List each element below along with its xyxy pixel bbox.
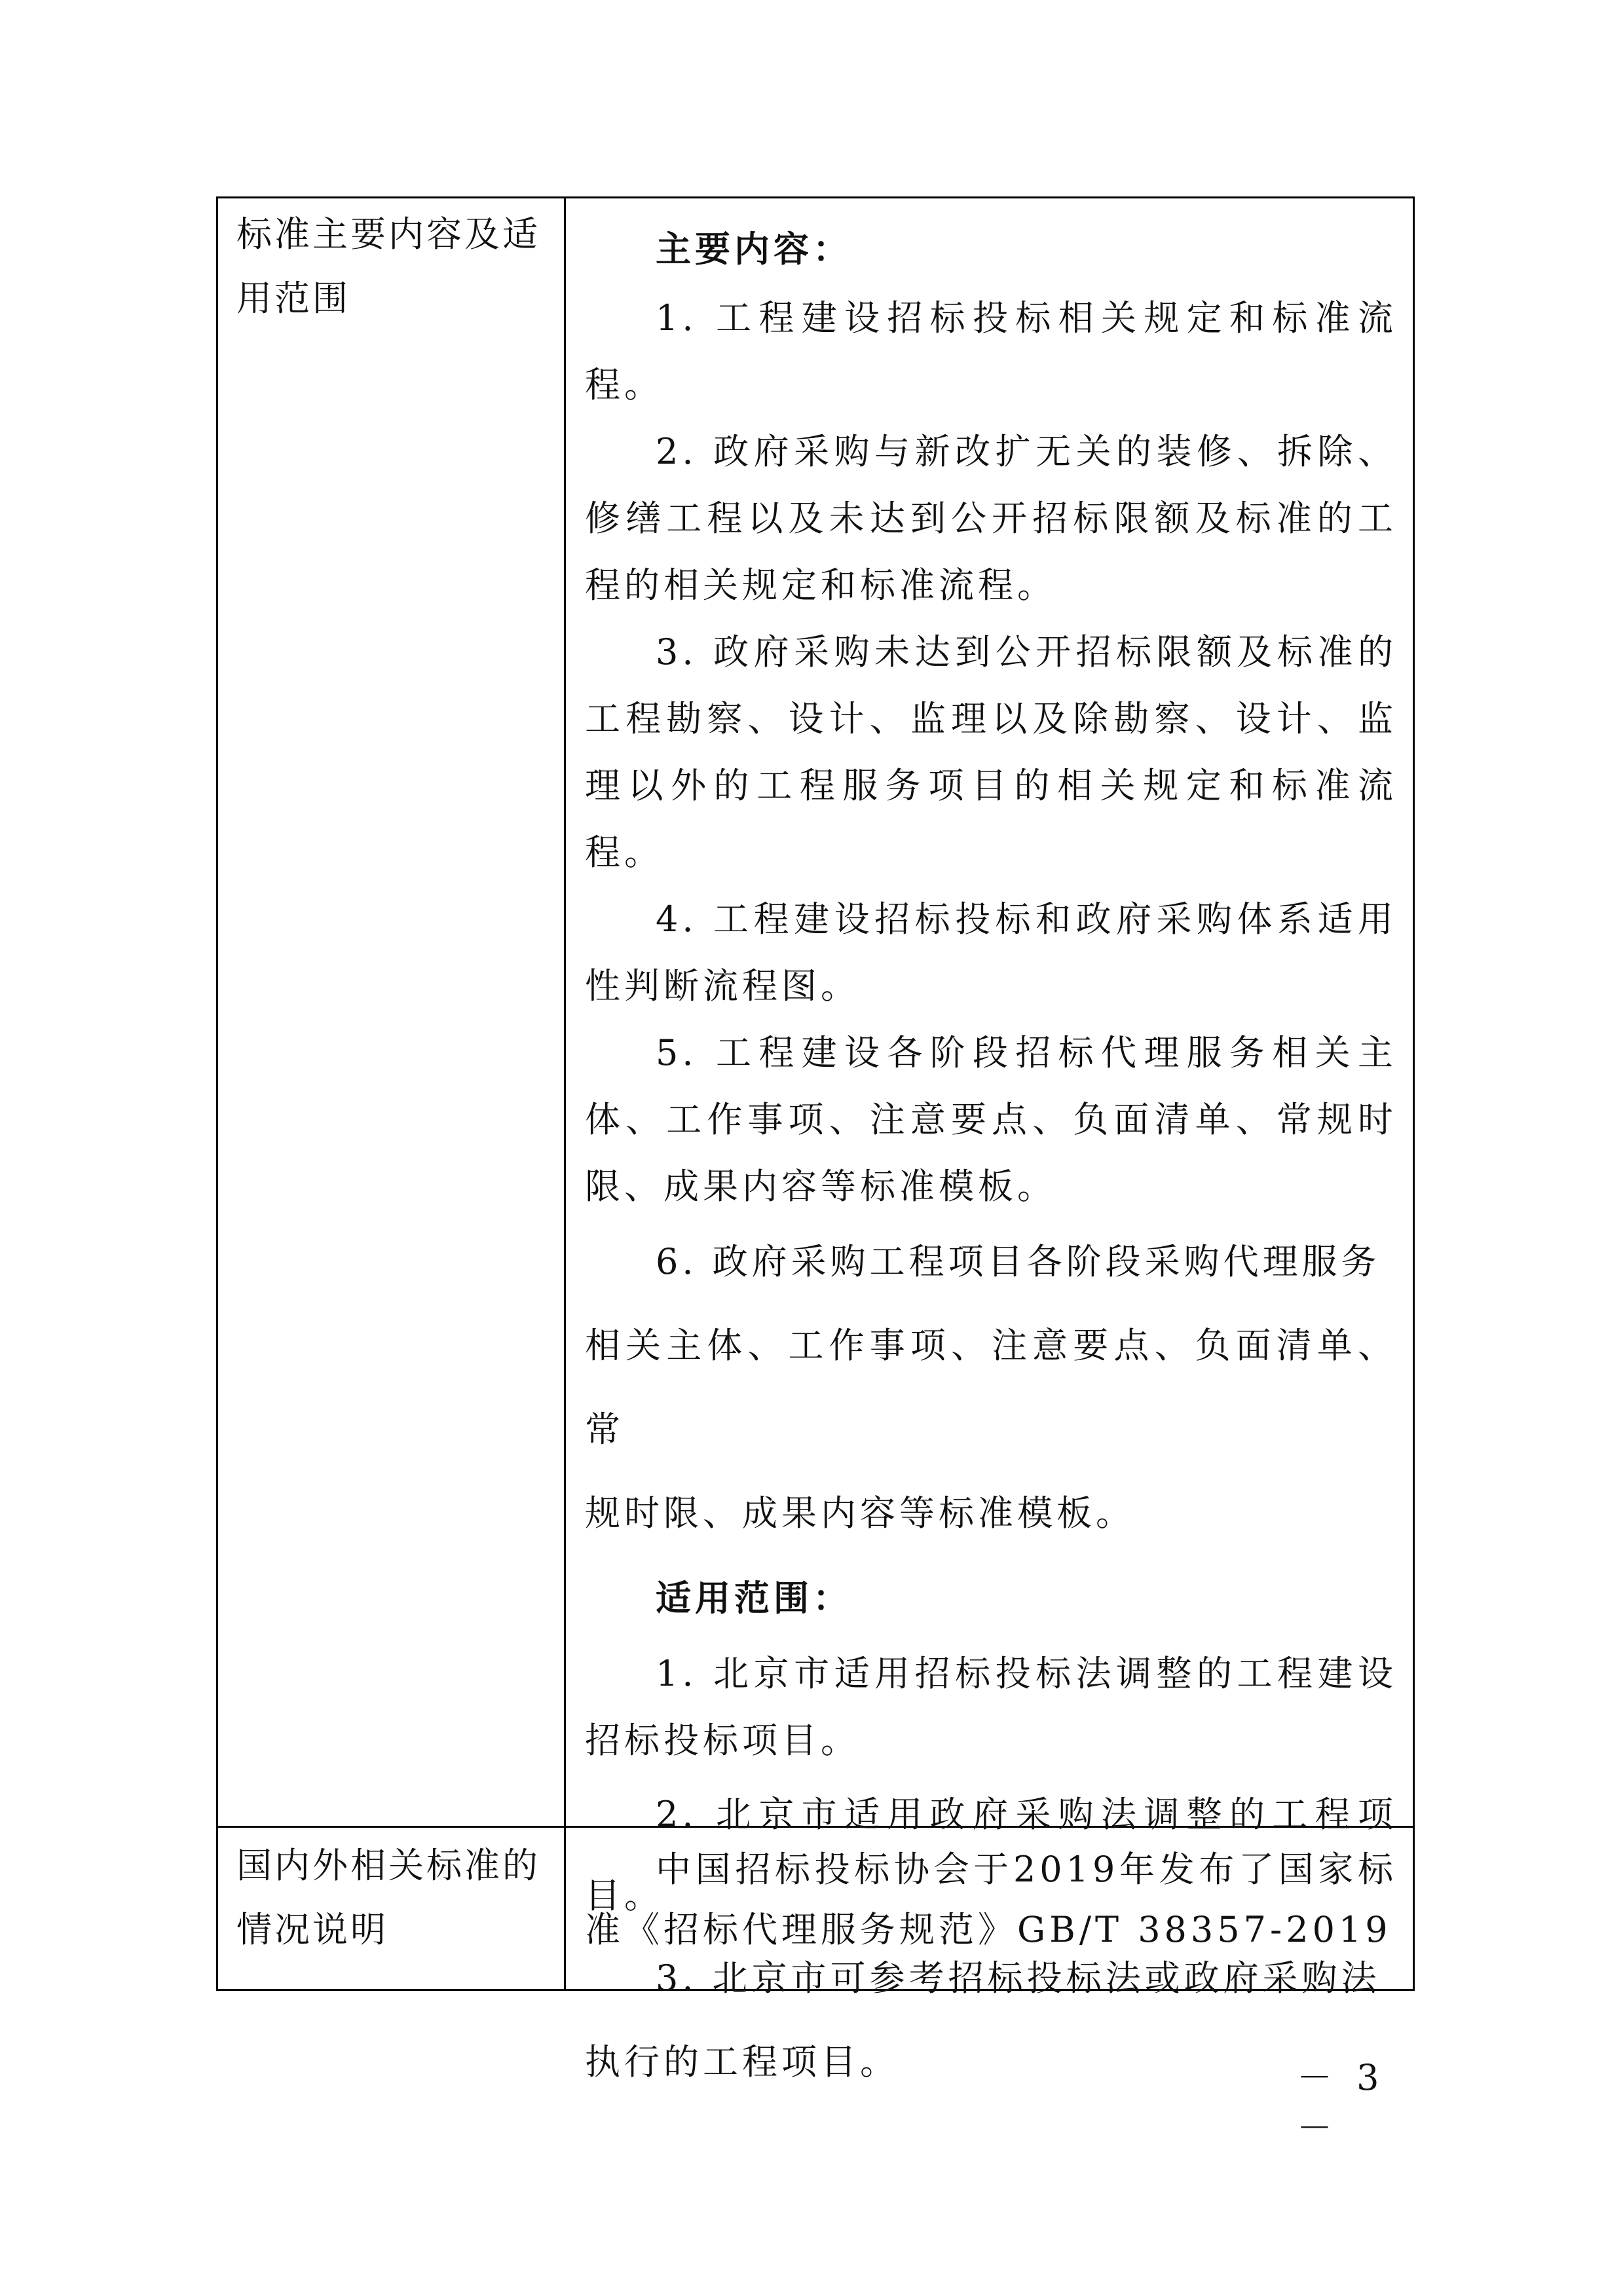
main-item-2: 2. 政府采购与新改扩无关的装修、拆除、修缮工程以及未达到公开招标限额及标准的工程的相关规定和标准流程。: [585, 431, 1397, 606]
standards-table: [216, 196, 1415, 2083]
main-item-1: 1. 工程建设招标投标相关规定和标准流程。: [585, 297, 1397, 405]
main-item-6-line2: 相关主体、工作事项、注意要点、负面清单、常: [585, 1325, 1397, 1450]
row2-text: 中国招标投标协会于2019年发布了国家标准《招标代理服务规范》GB/T 38357-2019: [585, 1849, 1397, 1950]
scope-item-2: 2. 北京市适用政府采购法调整的工程项目。: [585, 1794, 1397, 1916]
main-item-6-line3: 规时限、成果内容等标准模板。: [585, 1492, 1135, 1534]
scope-item-1: 1. 北京市适用招标投标法调整的工程建设招标投标项目。: [585, 1653, 1397, 1761]
scope-item-3-line1: 3. 北京市可参考招标投标法或政府采购法: [656, 1957, 1381, 1999]
main-item-4: 4. 工程建设招标投标和政府采购体系适用性判断流程图。: [585, 898, 1397, 1007]
scope-heading: 适用范围：: [656, 1577, 852, 1619]
main-item-3: 3. 政府采购未达到公开招标限额及标准的工程勘察、设计、监理以及除勘察、设计、监理以外的工程服务项目的相关规定和标准流程。: [585, 631, 1397, 873]
main-content-heading: 主要内容：: [656, 228, 852, 270]
scope-item-3-line2: 执行的工程项目。: [585, 2041, 899, 2083]
main-item-6-line1: 6. 政府采购工程项目各阶段采购代理服务: [656, 1241, 1381, 1282]
row1-content: [585, 213, 1397, 2104]
column-divider: [564, 198, 566, 1989]
row2-content: [585, 1840, 1397, 1960]
row1-label: 标准主要内容及适用范围: [236, 213, 540, 319]
page-number: － 3 －: [1297, 2057, 1386, 2149]
row2-label: 国内外相关标准的情况说明: [236, 1845, 540, 1950]
main-item-5: 5. 工程建设各阶段招标代理服务相关主体、工作事项、注意要点、负面清单、常规时限、成果内容等标准模板。: [585, 1032, 1397, 1207]
